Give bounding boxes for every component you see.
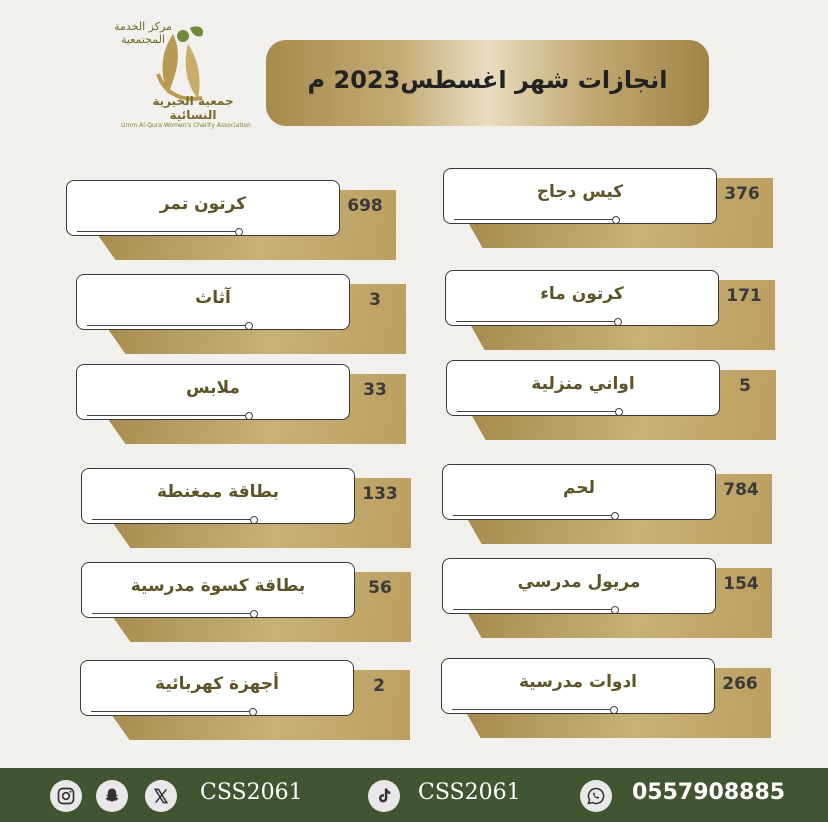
item-card bbox=[80, 660, 354, 716]
achievement-item bbox=[76, 364, 406, 449]
item-underline bbox=[453, 515, 613, 516]
achievement-item bbox=[81, 562, 411, 647]
item-label: ادوات مدرسية bbox=[518, 672, 638, 692]
item-card bbox=[443, 168, 717, 224]
logo-top-text: مركز الخدمة المجتمعية bbox=[114, 20, 172, 46]
item-label: ملابس bbox=[186, 378, 240, 398]
item-value: 784 bbox=[723, 480, 759, 500]
item-card bbox=[66, 180, 340, 236]
title-banner bbox=[266, 40, 709, 126]
item-card bbox=[76, 364, 350, 420]
item-value: 33 bbox=[363, 380, 387, 400]
item-dot bbox=[235, 228, 243, 236]
item-value: 154 bbox=[723, 574, 759, 594]
item-label: آثاث bbox=[195, 288, 231, 308]
item-dot bbox=[615, 408, 623, 416]
achievement-item bbox=[443, 168, 773, 253]
achievement-item bbox=[445, 270, 775, 355]
item-dot bbox=[250, 610, 258, 618]
item-value: 266 bbox=[722, 674, 758, 694]
logo-sub-text: Umm Al-Qura Women's Charity Association bbox=[121, 122, 251, 129]
item-label: مريول مدرسي bbox=[517, 572, 641, 592]
item-card bbox=[442, 558, 716, 614]
item-card bbox=[442, 464, 716, 520]
item-dot bbox=[245, 322, 253, 330]
item-card bbox=[446, 360, 720, 416]
item-underline bbox=[77, 231, 237, 232]
item-card bbox=[76, 274, 350, 330]
snapchat-icon[interactable] bbox=[96, 780, 128, 812]
logo-main-text: جمعية الخيرية النسائية bbox=[152, 94, 234, 122]
achievement-item bbox=[80, 660, 410, 745]
item-value: 2 bbox=[373, 676, 385, 696]
item-underline bbox=[453, 609, 613, 610]
page-title: انجازات شهر اغسطس2023 م bbox=[307, 66, 668, 94]
item-underline bbox=[452, 709, 612, 710]
item-label: لحم bbox=[563, 478, 595, 498]
item-label: كرتون ماء bbox=[540, 284, 624, 304]
item-label: بطاقة كسوة مدرسية bbox=[130, 576, 306, 596]
item-dot bbox=[249, 708, 257, 716]
item-label: كيس دجاج bbox=[536, 182, 624, 202]
x-icon[interactable] bbox=[145, 780, 177, 812]
whatsapp-icon[interactable] bbox=[580, 780, 612, 812]
footer-bar bbox=[0, 768, 828, 822]
item-card bbox=[441, 658, 715, 714]
item-dot bbox=[245, 412, 253, 420]
association-logo bbox=[98, 14, 251, 134]
item-underline bbox=[87, 415, 247, 416]
item-value: 133 bbox=[362, 484, 398, 504]
item-label: بطاقة ممغنطة bbox=[156, 482, 279, 502]
item-card bbox=[81, 468, 355, 524]
item-dot bbox=[612, 216, 620, 224]
achievement-item bbox=[66, 180, 396, 265]
item-value: 698 bbox=[347, 196, 383, 216]
achievement-item bbox=[441, 658, 771, 743]
achievement-item bbox=[442, 464, 772, 549]
item-label: اواني منزلية bbox=[531, 374, 635, 394]
tiktok-icon[interactable] bbox=[368, 780, 400, 812]
social-handle: CSS2061 bbox=[200, 780, 303, 805]
item-card bbox=[445, 270, 719, 326]
item-dot bbox=[611, 512, 619, 520]
item-dot bbox=[250, 516, 258, 524]
item-underline bbox=[87, 325, 247, 326]
achievement-item bbox=[446, 360, 776, 445]
item-underline bbox=[457, 411, 617, 412]
item-underline bbox=[454, 219, 614, 220]
tiktok-handle: CSS2061 bbox=[418, 780, 521, 805]
item-dot bbox=[614, 318, 622, 326]
item-underline bbox=[456, 321, 616, 322]
phone-number: 0557908885 bbox=[632, 780, 786, 805]
item-value: 171 bbox=[726, 286, 762, 306]
item-value: 5 bbox=[739, 376, 751, 396]
item-label: أجهزة كهربائية bbox=[155, 674, 279, 694]
item-value: 56 bbox=[368, 578, 392, 598]
item-card bbox=[81, 562, 355, 618]
achievement-item bbox=[442, 558, 772, 643]
item-underline bbox=[92, 613, 252, 614]
item-underline bbox=[91, 711, 251, 712]
item-value: 3 bbox=[369, 290, 381, 310]
item-dot bbox=[611, 606, 619, 614]
item-underline bbox=[92, 519, 252, 520]
achievement-item bbox=[76, 274, 406, 359]
item-label: كرتون تمر bbox=[159, 194, 247, 214]
item-dot bbox=[610, 706, 618, 714]
item-value: 376 bbox=[724, 184, 760, 204]
instagram-icon[interactable] bbox=[50, 780, 82, 812]
achievement-item bbox=[81, 468, 411, 553]
